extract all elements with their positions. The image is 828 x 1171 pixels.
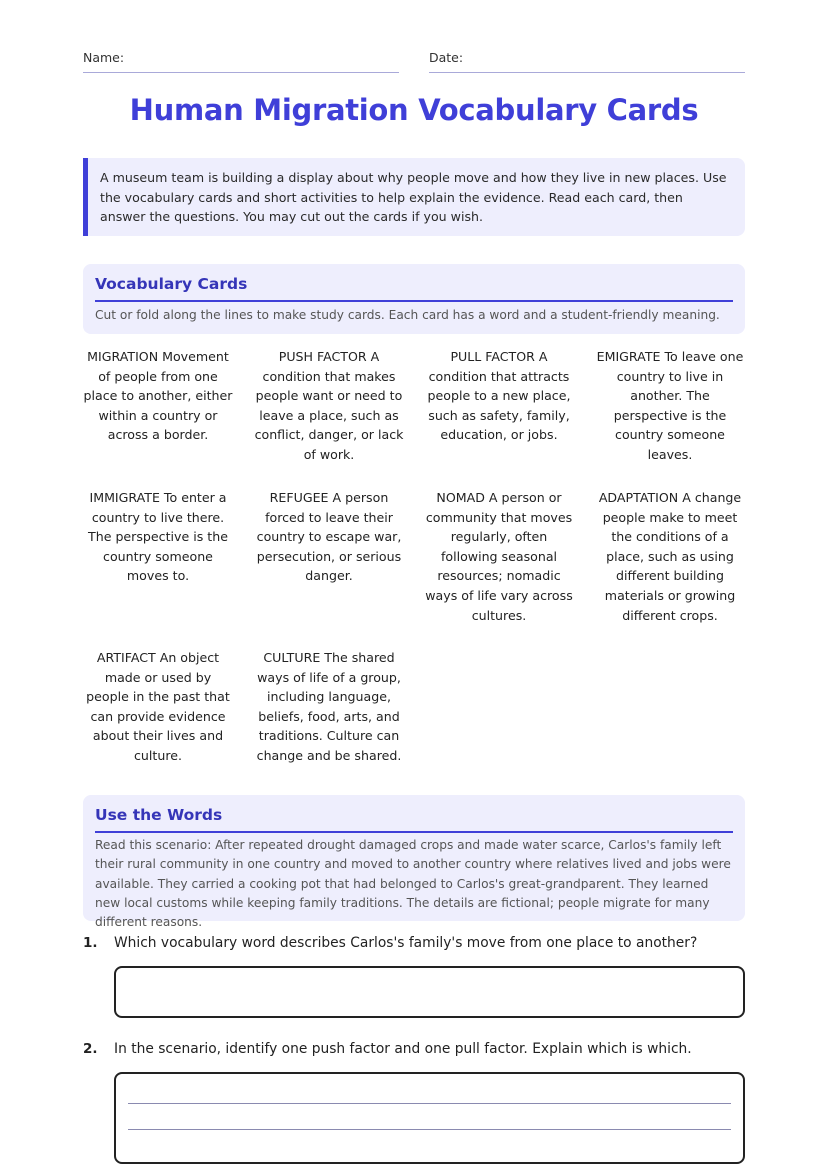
vocab-section-title: Vocabulary Cards <box>95 264 733 302</box>
answer-line <box>128 1103 731 1104</box>
question-number: 1. <box>83 935 98 951</box>
name-field[interactable] <box>83 50 399 73</box>
vocab-card-immigrate: IMMIGRATE To enter a country to live there. The perspective is the country someone moves to. <box>88 490 228 584</box>
vocab-card-culture: CULTURE The shared ways of life of a group, including language, beliefs, food, arts, and traditions. Culture can change and be shared. <box>256 650 402 763</box>
scenario-text: Read this scenario: After repeated drought damaged crops and made water scarce, Carlos's family left their rural community in one country and moved to another country where relatives lived and jobs were available. They carried a cooking pot that had belonged to Carlos's great-grandparent. They learned new local customs while keeping family traditions. The details are fictional; people migrate for many different reasons. <box>95 838 731 930</box>
question-text: Which vocabulary word describes Carlos's family's move from one place to another? <box>114 935 698 951</box>
use-words-title: Use the Words <box>95 795 733 833</box>
card-row <box>83 648 745 778</box>
page-title: Human Migration Vocabulary Cards <box>129 93 699 127</box>
intro-box: A museum team is building a display about why people move and how they live in new places. Use the vocabulary cards and short activities to help explain the evidence. Read each card, then answer the questions. You may cut out the cards if you wish. <box>83 158 745 236</box>
vocab-card-migration: MIGRATION Movement of people from one place to another, either within a country or across a border. <box>83 349 233 443</box>
vocab-card-emigrate: EMIGRATE To leave one country to live in another. The perspective is the country someone leaves. <box>596 349 744 462</box>
vocab-card-refugee: REFUGEE A person forced to leave their country to escape war, persecution, or serious danger. <box>256 490 402 584</box>
answer-line <box>128 1129 731 1130</box>
vocab-section-subtitle: Cut or fold along the lines to make study cards. Each card has a word and a student-friendly meaning. <box>95 308 720 322</box>
date-label: Date: <box>429 50 464 65</box>
date-field[interactable] <box>429 50 745 73</box>
vocab-card-pull-factor: PULL FACTOR A condition that attracts people to a new place, such as safety, family, education, or jobs. <box>427 349 571 443</box>
vocab-card-nomad: NOMAD A person or community that moves regularly, often following seasonal resources; nomadic ways of life vary across cultures. <box>425 490 573 623</box>
question-number: 2. <box>83 1041 98 1057</box>
card-row <box>83 488 745 623</box>
answer-box-1[interactable] <box>114 966 745 1018</box>
question-text: In the scenario, identify one push factor and one pull factor. Explain which is which. <box>114 1041 692 1057</box>
vocab-card-push-factor: PUSH FACTOR A condition that makes people want or need to leave a place, such as conflict, danger, or lack of work. <box>254 349 404 462</box>
answer-box-2[interactable] <box>114 1072 745 1164</box>
card-row <box>83 347 745 477</box>
vocab-card-artifact: ARTIFACT An object made or used by people in the past that can provide evidence about their lives and culture. <box>86 650 230 763</box>
name-label: Name: <box>83 50 125 65</box>
vocab-card-adaptation: ADAPTATION A change people make to meet the conditions of a place, such as using different building materials or growing different crops. <box>598 490 742 623</box>
vocab-section-header <box>83 264 745 334</box>
use-words-section <box>83 795 745 930</box>
